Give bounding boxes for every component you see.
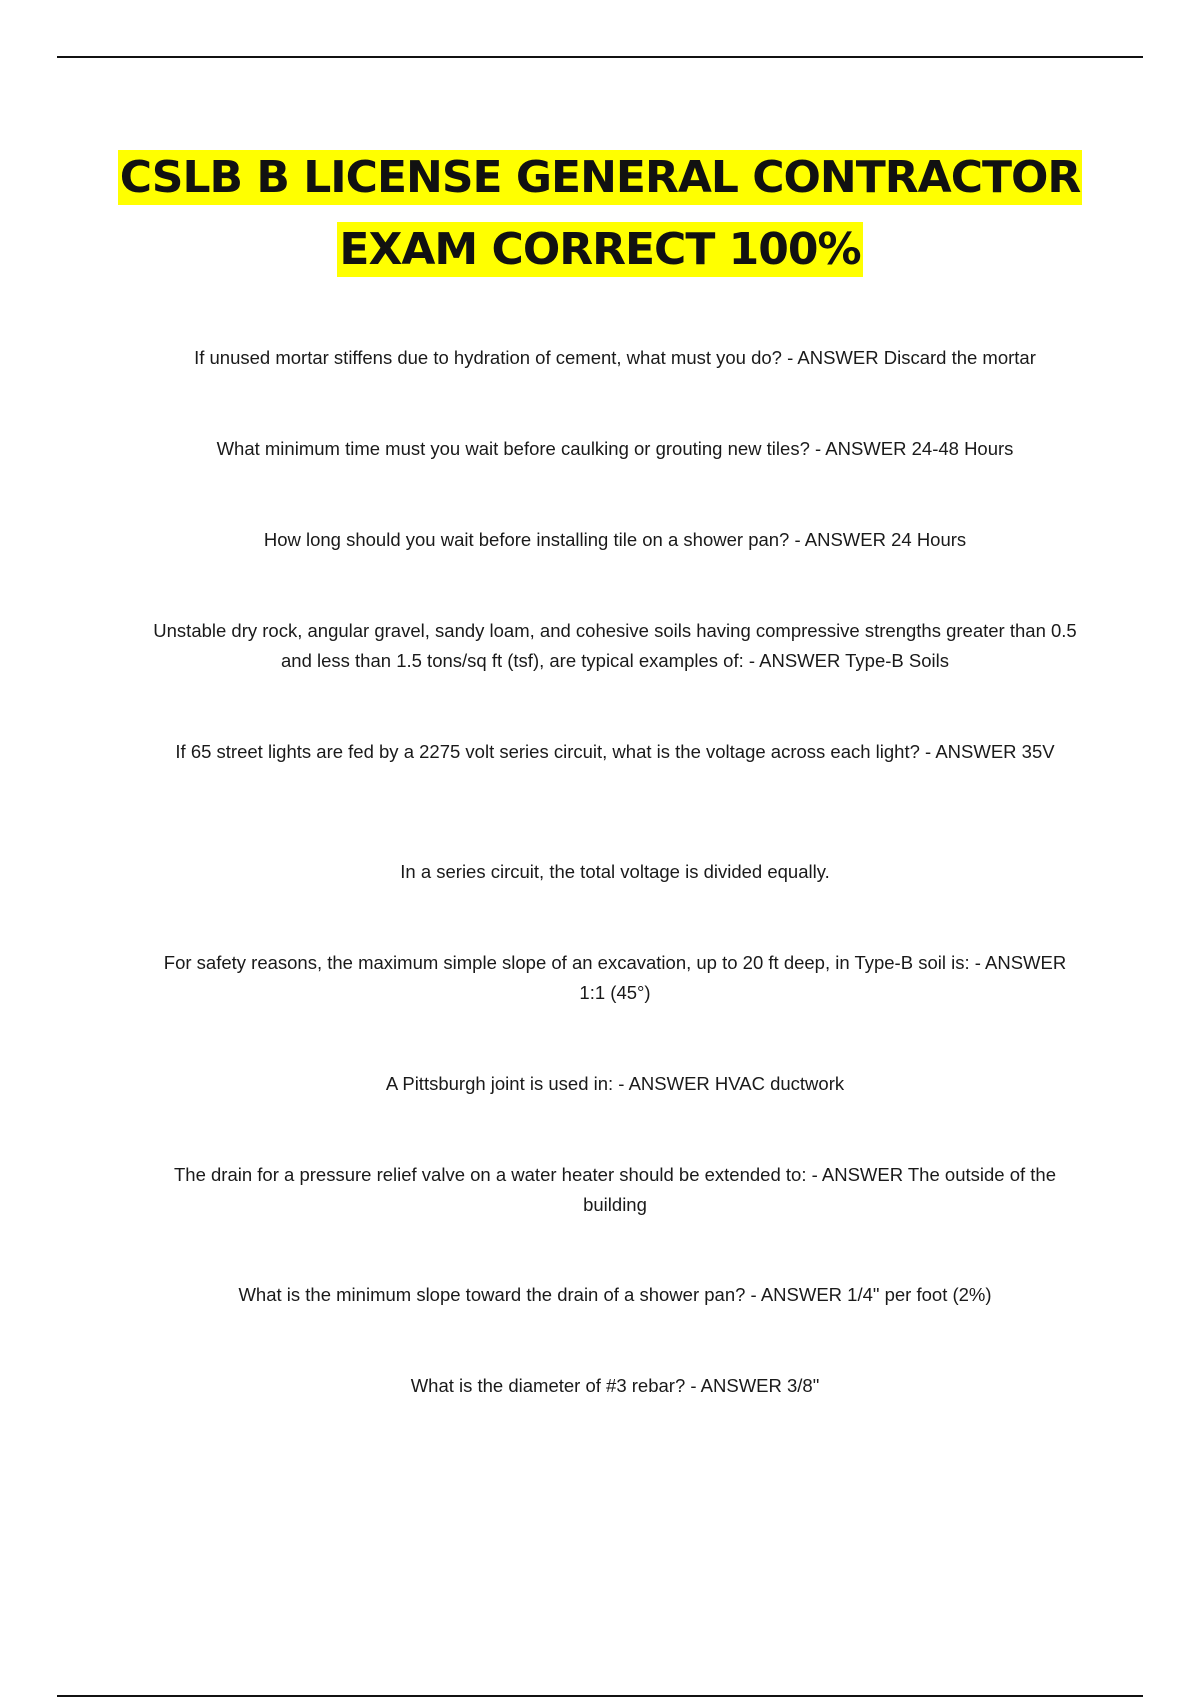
qa-item-3: How long should you wait before installing tile on a shower pan? - ANSWER 24 Hours: [263, 529, 967, 550]
qa-item-11: What is the diameter of #3 rebar? - ANSWER 3/8": [410, 1375, 820, 1396]
qa-item-8: A Pittsburgh joint is used in: - ANSWER HVAC ductwork: [385, 1073, 845, 1094]
qa-item-5: If 65 street lights are fed by a 2275 volt series circuit, what is the voltage across each light? - ANSWER 35V: [175, 741, 1055, 762]
qa-item-10: What is the minimum slope toward the drain of a shower pan? - ANSWER 1/4" per foot (2%): [238, 1284, 992, 1305]
document-title: [100, 142, 1100, 286]
bottom-rule: [57, 1695, 1143, 1697]
top-rule: [57, 56, 1143, 58]
qa-item-2: What minimum time must you wait before caulking or grouting new tiles? - ANSWER 24-48 Hours: [216, 438, 1014, 459]
qa-item-7: For safety reasons, the maximum simple slope of an excavation, up to 20 ft deep, in Type-B soil is: - ANSWER 1:1 (45°): [163, 952, 1067, 1003]
title-line-2: EXAM CORRECT 100%: [339, 224, 861, 275]
title-line-1: CSLB B LICENSE GENERAL CONTRACTOR: [119, 152, 1081, 203]
qa-item-6: In a series circuit, the total voltage is divided equally.: [400, 861, 830, 882]
qa-item-4: Unstable dry rock, angular gravel, sandy loam, and cohesive soils having compressive strengths greater than 0.5 and less than 1.5 tons/sq ft (tsf), are typical examples of: - ANSWER Type-B Soils: [153, 620, 1077, 671]
qa-item-1: If unused mortar stiffens due to hydration of cement, what must you do? - ANSWER Discard the mortar: [194, 347, 1036, 368]
qa-item-9: The drain for a pressure relief valve on a water heater should be extended to: - ANSWER The outside of the building: [174, 1164, 1056, 1215]
